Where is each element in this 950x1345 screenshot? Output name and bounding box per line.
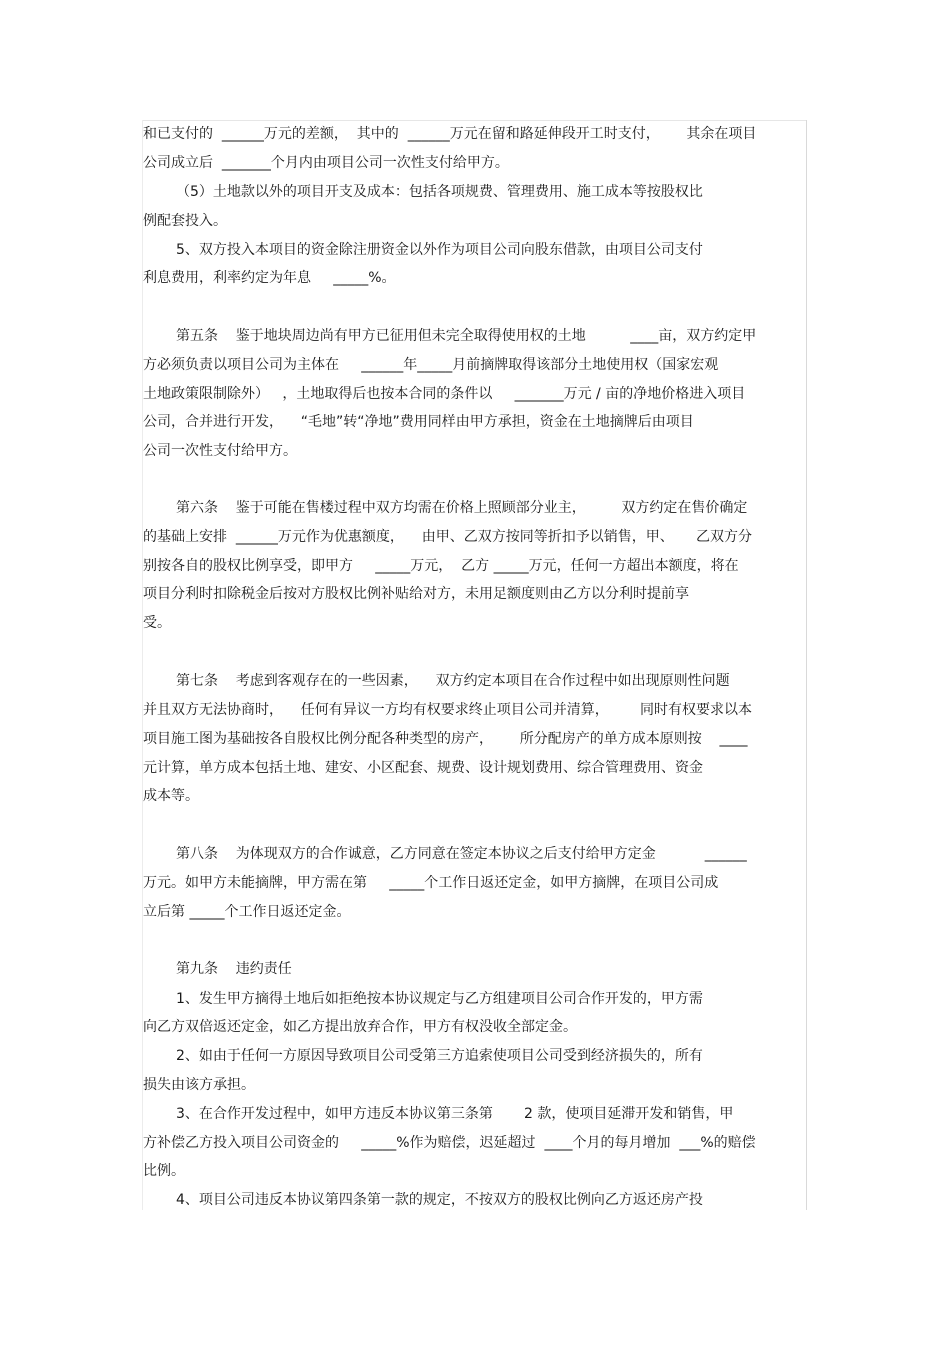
text-line: 万元。如甲方未能摘牌，甲方需在第 _____个工作日返还定金，如甲方摘牌，在项目公司成 bbox=[143, 875, 719, 891]
text-line: 3、在合作开发过程中，如甲方违反本协议第三条第 2 款，使项目延滞开发和销售，甲 bbox=[176, 1106, 734, 1122]
text-line: 土地政策限制除外） ，土地取得后也按本合同的条件以 _______万元 / 亩的净地价格进入项目 bbox=[143, 386, 746, 402]
text-line: （5）土地款以外的项目开支及成本：包括各项规费、管理费用、施工成本等按股权比 bbox=[176, 184, 703, 200]
text-line: 方补偿乙方投入项目公司资金的 _____%作为赔偿，迟延超过 ____个月的每月增加 ___%的赔偿 bbox=[143, 1135, 756, 1151]
text-line: 例配套投入。 bbox=[143, 213, 227, 229]
article-5-heading-line: 第五条 鉴于地块周边尚有甲方已征用但未完全取得使用权的土地 ____亩，双方约定甲 bbox=[176, 328, 757, 344]
article-9-heading: 第九条 违约责任 bbox=[176, 961, 292, 977]
article-8-heading-line: 第八条 为体现双方的合作诚意，乙方同意在签定本协议之后支付给甲方定金 ______ bbox=[176, 846, 747, 862]
page-top-rule bbox=[142, 120, 807, 121]
text-line: 2、如由于任何一方原因导致项目公司受第三方追索使项目公司受到经济损失的，所有 bbox=[176, 1048, 703, 1064]
text-line: 4、项目公司违反本协议第四条第一款的规定，不按双方的股权比例向乙方返还房产投 bbox=[176, 1192, 703, 1208]
text-line: 成本等。 bbox=[143, 788, 199, 804]
article-6-heading-line: 第六条 鉴于可能在售楼过程中双方均需在价格上照顾部分业主， 双方约定在售价确定 bbox=[176, 500, 748, 516]
article-7-heading-line: 第七条 考虑到客观存在的一些因素， 双方约定本项目在合作过程中如出现原则性问题 bbox=[176, 673, 730, 689]
text-line: 利息费用，利率约定为年息 _____%。 bbox=[143, 270, 396, 286]
text-line: 方必须负责以项目公司为主体在 ______年_____月前摘牌取得该部分土地使用权（国家宏观 bbox=[143, 357, 719, 373]
text-line: 并且双方无法协商时， 任何有异议一方均有权要求终止项目公司并清算， 同时有权要求以本 bbox=[143, 702, 752, 718]
text-line: 公司一次性支付给甲方。 bbox=[143, 443, 297, 459]
text-line: 公司成立后 _______个月内由项目公司一次性支付给甲方。 bbox=[143, 155, 509, 171]
text-line: 向乙方双倍返还定金，如乙方提出放弃合作，甲方有权没收全部定金。 bbox=[143, 1019, 577, 1035]
text-line: 别按各自的股权比例享受，即甲方 _____万元， 乙方 _____万元，任何一方超出本额度，将在 bbox=[143, 558, 739, 574]
text-line: 项目施工图为基础按各自股权比例分配各种类型的房产， 所分配房产的单方成本原则按 ____ bbox=[143, 731, 748, 747]
text-line: 5、双方投入本项目的资金除注册资金以外作为项目公司向股东借款，由项目公司支付 bbox=[176, 242, 703, 258]
text-line: 公司，合并进行开发， “毛地”转“净地”费用同样由甲方承担，资金在土地摘牌后由项目 bbox=[143, 414, 694, 430]
page-right-rule bbox=[806, 120, 807, 1210]
text-line: 受。 bbox=[143, 615, 171, 631]
text-line: 的基础上安排 ______万元作为优惠额度， 由甲、乙双方按同等折扣予以销售，甲、 乙双方分 bbox=[143, 529, 752, 545]
text-line: 比例。 bbox=[143, 1163, 185, 1179]
text-line: 元计算，单方成本包括土地、建安、小区配套、规费、设计规划费用、综合管理费用、资金 bbox=[143, 760, 703, 776]
text-line: 项目分利时扣除税金后按对方股权比例补贴给对方，未用足额度则由乙方以分利时提前享 bbox=[143, 586, 689, 602]
text-line: 1、发生甲方摘得土地后如拒绝按本协议规定与乙方组建项目公司合作开发的，甲方需 bbox=[176, 991, 703, 1007]
text-line: 损失由该方承担。 bbox=[143, 1077, 255, 1093]
text-line: 立后第 _____个工作日返还定金。 bbox=[143, 904, 351, 920]
text-line: 和已支付的 ______万元的差额， 其中的 ______万元在留和路延伸段开工时支付， 其余在项目 bbox=[143, 126, 757, 142]
